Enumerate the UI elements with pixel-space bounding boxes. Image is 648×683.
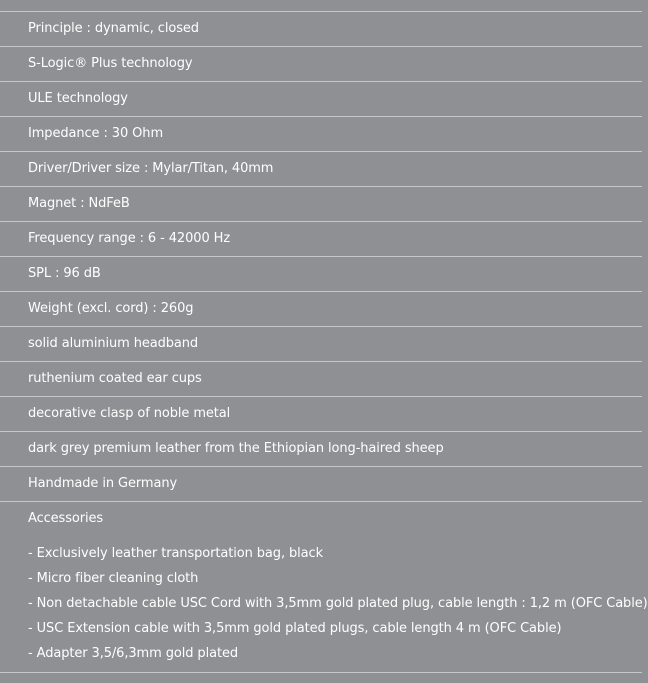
bottom-divider [0, 672, 642, 673]
spec-row-impedance [0, 116, 642, 151]
accessories-list [28, 546, 648, 671]
spec-text: Driver/Driver size : Mylar/Titan, 40mm [28, 161, 274, 176]
accessories-heading: Accessories [28, 511, 104, 526]
accessory-item: - Adapter 3,5/6,3mm gold plated [28, 646, 238, 661]
spec-text: ULE technology [28, 91, 128, 106]
spec-row-slogic [0, 46, 642, 81]
spec-text: Principle : dynamic, closed [28, 21, 199, 36]
spec-row-headband [0, 326, 642, 361]
spec-text: solid aluminium headband [28, 336, 199, 351]
spec-row-weight [0, 291, 642, 326]
accessory-item: - Micro fiber cleaning cloth [28, 571, 199, 586]
spec-row-clasp [0, 396, 642, 431]
spec-row-spl [0, 256, 642, 291]
spec-row-leather [0, 431, 642, 466]
spec-row-frequency [0, 221, 642, 256]
spec-row-handmade [0, 466, 642, 501]
spec-text: Frequency range : 6 - 42000 Hz [28, 231, 231, 246]
spec-text: S-Logic® Plus technology [28, 56, 193, 71]
accessory-item: - Non detachable cable USC Cord with 3,5mm gold plated plug, cable length : 1,2 m (OFC Cable) [28, 596, 648, 611]
spec-text: ruthenium coated ear cups [28, 371, 202, 386]
spec-row-principle [0, 11, 642, 46]
spec-row-ear-cups [0, 361, 642, 396]
spec-row-ule [0, 81, 642, 116]
accessory-item: - Exclusively leather transportation bag, black [28, 546, 324, 561]
spec-row-driver [0, 151, 642, 186]
spec-text: Impedance : 30 Ohm [28, 126, 164, 141]
accessories-section [0, 501, 648, 671]
spec-text: dark grey premium leather from the Ethiopian long-haired sheep [28, 441, 444, 456]
spec-text: SPL : 96 dB [28, 266, 101, 281]
accessory-item: - USC Extension cable with 3,5mm gold plated plugs, cable length 4 m (OFC Cable) [28, 621, 562, 636]
spec-text: Magnet : NdFeB [28, 196, 130, 211]
spec-text: Handmade in Germany [28, 476, 178, 491]
spec-text: Weight (excl. cord) : 260g [28, 301, 194, 316]
spec-text: decorative clasp of noble metal [28, 406, 231, 421]
spec-row-magnet [0, 186, 642, 221]
